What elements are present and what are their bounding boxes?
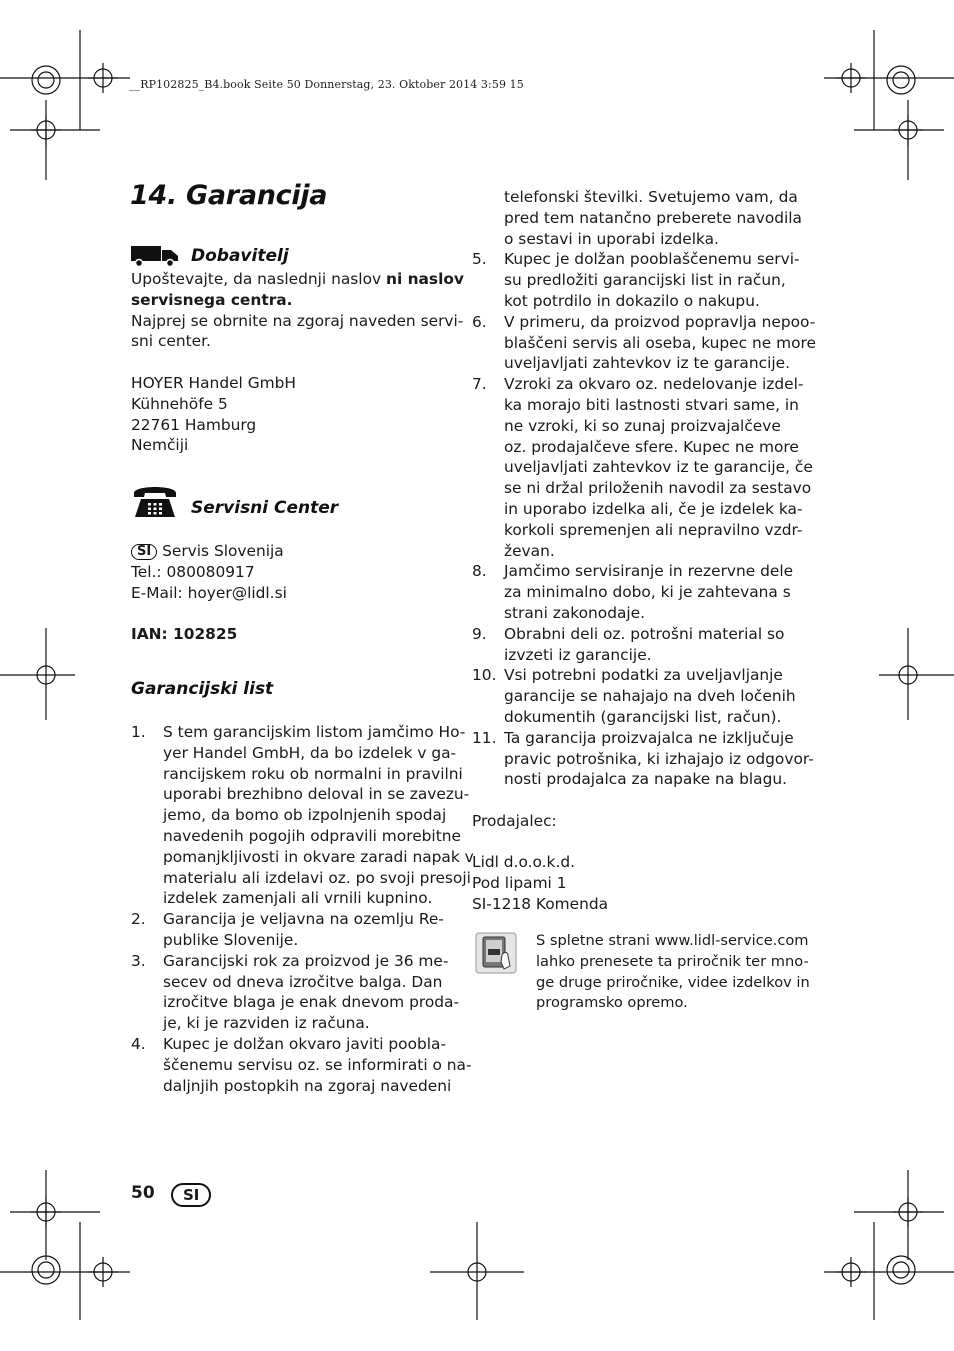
service-heading: Servisni Center <box>191 498 339 518</box>
warranty-heading: Garancijski list <box>131 679 274 699</box>
list-item: 5. Kupec je dolžan pooblaščenemu servi- su predložiti garancijski list in račun, kot potrdilo in dokazilo o nakupu. <box>472 250 800 310</box>
warranty-list-left <box>131 722 474 1096</box>
list-item: 4. Kupec je dolžan okvaro javiti poobla- ščenemu servisu oz. se informirati o na- daljnjih postopkih na zgoraj navedeni <box>131 1034 472 1095</box>
list-item: 6. V primeru, da proizvod popravlja nepoo- blaščeni servis ali oseba, kupec ne more uveljavljati zahtevkov iz te garancije. <box>472 312 816 373</box>
supplier-note: Upoštevajte, da naslednji naslov ni naslov servisnega centra. Najprej se obrnite na zgoraj naveden servi- sni center. <box>131 270 464 351</box>
list-item: 2. Garancija je veljavna na ozemlju Re- publike Slovenije. <box>131 910 444 949</box>
list-item-continued: telefonski številki. Svetujemo vam, da pred tem natančno preberete navodila o sestavi in uporabi izdelka. <box>504 188 802 248</box>
list-item: 9. Obrabni deli oz. potrošni material so izvzeti iz garancije. <box>472 624 785 664</box>
warranty-list-right <box>472 187 816 790</box>
seller-label: Prodajalec: <box>472 812 557 830</box>
ian-number: IAN: 102825 <box>131 625 238 643</box>
list-item: 1. S tem garancijskim listom jamčimo Ho- yer Handel GmbH, da bo izdelek v ga- rancijskem roku ob normalni in pravilni uporabi brezhibno deloval in se zavezu- jemo, da bomo ob izpolnjenih spodaj navedenih pogojih odpravili morebitne pomanjkljivosti in okvare zaradi napak v materialu ali izdelavi oz. po svoji presoji izdelek zamenjali ali vrnili kupnino. <box>131 723 474 908</box>
seller-address: Lidl d.o.o.k.d. Pod lipami 1 SI-1218 Komenda <box>472 853 609 913</box>
list-item: 11. Ta garancija proizvajalca ne izključuje pravic potrošnika, ki izhajajo iz odgovor- nosti prodajalca za napake na blagu. <box>472 728 814 789</box>
service-contact: SI Servis Slovenija Tel.: 080080917 E-Mail: hoyer@lidl.si <box>131 542 287 602</box>
supplier-address: HOYER Handel GmbH Kühnehöfe 5 22761 Hamburg Nemčiji <box>131 374 296 455</box>
list-item: 7. Vzroki za okvaro oz. nedelovanje izdel- ka morajo biti lastnosti stvari same, in ne vzroki, ki so zunaj proizvajalčeve oz. prodajalčeve sfere. Kupec ne more uveljavljati zahtevkov iz te garancije, če se ni držal priloženih navodil za sestavo in uporabo izdelka ali, če je izdelek ka- korkoli spremenjen ali nepravilno vzdr- ževan. <box>472 375 813 560</box>
list-item: 10. Vsi potrebni podatki za uveljavljanje garancije se nahajajo na dveh ločenih dokumentih (garancijski list, račun). <box>472 666 796 726</box>
telephone-icon <box>131 483 179 519</box>
list-item: 8. Jamčimo servisiranje in rezervne dele za minimalno dobo, ki je zahtevana s strani zakonodaje. <box>472 562 794 622</box>
supplier-heading: Dobavitelj <box>191 246 289 266</box>
truck-icon <box>131 243 179 267</box>
print-header: __RP102825_B4.book Seite 50 Donnerstag, 23. Oktober 2014 3:59 15 <box>129 78 524 91</box>
list-item: 3. Garancijski rok za proizvod je 36 me- secev od dneva izročitve balga. Dan izročitve blaga je enak dnevom proda- je, ki je razviden iz računa. <box>131 951 459 1033</box>
country-badge: SI <box>131 544 157 560</box>
language-badge: SI <box>171 1183 211 1207</box>
page-number: 50 <box>131 1183 155 1203</box>
tablet-manual-icon <box>474 931 518 975</box>
page-title: 14. Garancija <box>130 180 328 211</box>
web-info: S spletne strani www.lidl-service.com lahko prenesete ta priročnik ter mno- ge druge priročnike, videe izdelkov in programsko opremo. <box>536 932 810 1012</box>
